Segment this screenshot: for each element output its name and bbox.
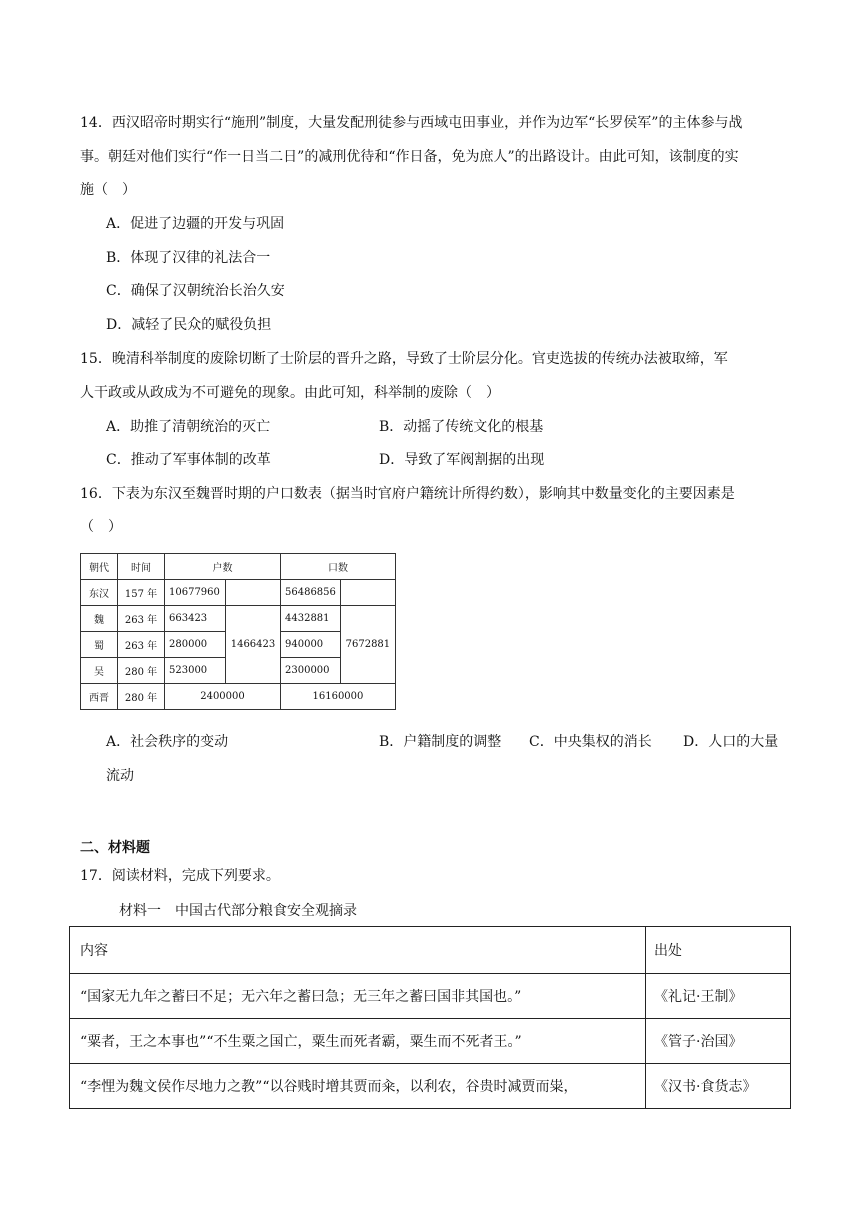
population-table [80,553,396,710]
q15-option-c: C．推动了军事体制的改革 [106,452,271,468]
cell-time: 263 年 [118,606,165,632]
material-caption: 材料一 中国古代部分粮食安全观摘录 [119,903,357,919]
q15-option-d: D．导致了军阀割据的出现 [379,452,545,468]
cell-content: “李悝为魏文侯作尽地力之教”“以谷贱时增其贾而籴，以利农，谷贵时减贾而粜， [70,1064,646,1109]
q16-option-d-continued: 流动 [106,768,134,784]
cell-time: 280 年 [118,684,165,710]
q14-option-c: C．确保了汉朝统治长治久安 [106,283,285,299]
header-content: 内容 [70,927,646,974]
table-row [81,684,396,710]
cell-dynasty: 魏 [81,606,118,632]
cell-population: 16160000 [281,684,396,710]
table-header-row [70,927,791,974]
cell-source: 《礼记·王制》 [646,974,791,1019]
cell-population-total: 7672881 [340,606,395,684]
material-table [69,926,791,1109]
header-households: 户数 [165,554,281,580]
cell-dynasty: 蜀 [81,632,118,658]
q14-line-3: 施（ ） [80,182,136,198]
q15-line-2: 人干政或从政成为不可避免的现象。由此可知，科举制的废除（ ） [80,385,500,401]
cell-households: 10677960 [165,580,226,606]
cell-source: 《汉书·食货志》 [646,1064,791,1109]
q14-option-a: A．促进了边疆的开发与巩固 [106,216,285,232]
cell-content: “粟者，王之本事也”“不生粟之国亡，粟生而死者霸，粟生而不死者王。” [70,1019,646,1064]
q14-option-b: B．体现了汉律的礼法合一 [106,250,271,266]
header-time: 时间 [118,554,165,580]
cell-households: 2400000 [165,684,281,710]
cell-households-total: 1466423 [226,606,281,684]
cell-content: “国家无九年之蓄曰不足；无六年之蓄曰急；无三年之蓄曰国非其国也。” [70,974,646,1019]
q17-intro: 17．阅读材料，完成下列要求。 [80,868,280,884]
cell-time: 280 年 [118,658,165,684]
table-row [70,1064,791,1109]
cell-population: 940000 [281,632,341,658]
q16-option-a: A．社会秩序的变动 [106,734,229,750]
q16-option-c: C．中央集权的消长 [529,734,652,750]
cell-time: 263 年 [118,632,165,658]
q16-line-2: （ ） [80,519,122,535]
cell-households: 523000 [165,658,226,684]
cell-population: 56486856 [281,580,341,606]
cell-empty [340,580,395,606]
table-row [81,580,396,606]
q16-option-d: D．人口的大量 [683,734,779,750]
q15-option-a: A．助推了清朝统治的灭亡 [106,419,271,435]
cell-population: 2300000 [281,658,341,684]
cell-dynasty: 吴 [81,658,118,684]
header-population: 口数 [281,554,396,580]
section-title: 二、材料题 [80,840,150,856]
q16-option-b: B．户籍制度的调整 [379,734,502,750]
q15-option-b: B．动摇了传统文化的根基 [379,419,544,435]
table-header-row [81,554,396,580]
q14-line-1: 14．西汉昭帝时期实行“施刑”制度，大量发配刑徒参与西域屯田事业，并作为边军“长罗侯军”的主体参与战 [80,115,743,131]
q14-line-2: 事。朝廷对他们实行“作一日当二日”的减刑优待和“作日备，免为庶人”的出路设计。由此可知，该制度的实 [80,149,739,165]
cell-source: 《管子·治国》 [646,1019,791,1064]
cell-time: 157 年 [118,580,165,606]
q14-option-d: D．减轻了民众的赋役负担 [106,317,272,333]
cell-population: 4432881 [281,606,341,632]
cell-households: 280000 [165,632,226,658]
cell-households: 663423 [165,606,226,632]
q15-line-1: 15．晚清科举制度的废除切断了士阶层的晋升之路，导致了士阶层分化。官吏选拔的传统办法被取缔，军 [80,351,728,367]
table-row [70,1019,791,1064]
cell-dynasty: 东汉 [81,580,118,606]
header-dynasty: 朝代 [81,554,118,580]
cell-dynasty: 西晋 [81,684,118,710]
table-row [81,606,396,632]
q16-line-1: 16．下表为东汉至魏晋时期的户口数表（据当时官府户籍统计所得约数），影响其中数量变化的主要因素是 [80,486,735,502]
table-row [70,974,791,1019]
header-source: 出处 [646,927,791,974]
cell-empty [226,580,281,606]
